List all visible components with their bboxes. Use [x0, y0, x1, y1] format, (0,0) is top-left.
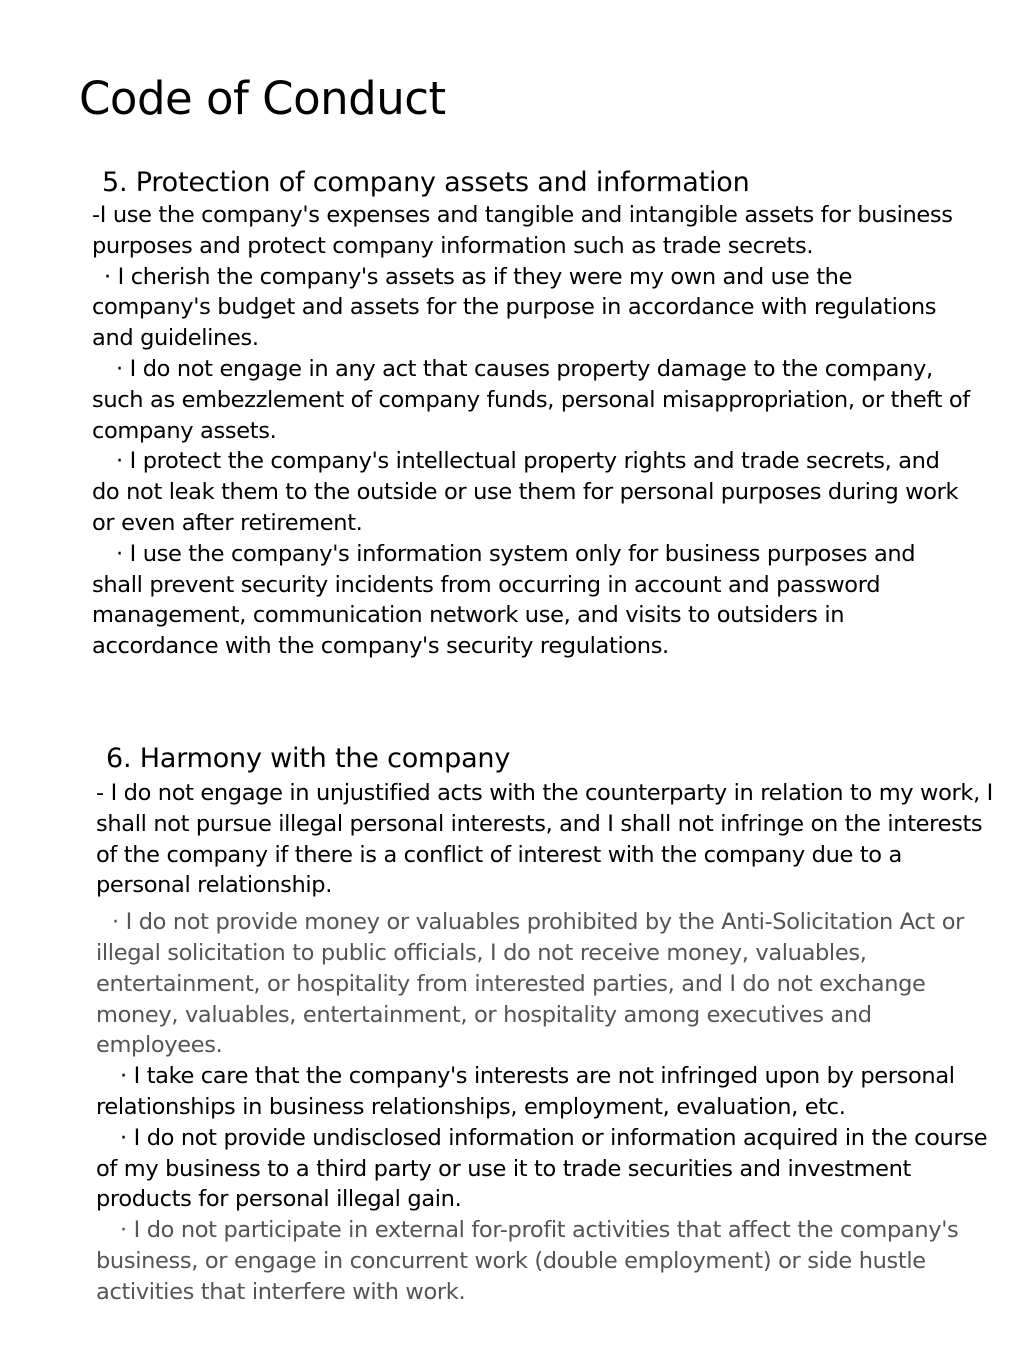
- section-asset-protection: [92, 166, 992, 662]
- bullet-item: · I use the company's information system only for business purposes and shall prevent security incidents from occurring in account and password management, communication network use, and visits to outsiders in accordance with the company's security regulations.: [92, 540, 916, 660]
- bullet-item: · I take care that the company's interests are not infringed upon by personal relationships in business relationships, employment, evaluation, etc.: [96, 1063, 955, 1120]
- bullet-item: · I do not participate in external for-profit activities that affect the company's business, or engage in concurrent work (double employment) or side hustle activities that interfere with work.: [96, 1217, 959, 1305]
- page-title: Code of Conduct: [79, 72, 446, 125]
- section-intro: - I do not engage in unjustified acts with the counterparty in relation to my work, I shall not pursue illegal personal interests, and I shall not infringe on the interests of the company if there is a conflict of interest with the company due to a personal relationship.: [96, 780, 993, 899]
- bullet-item: · I do not engage in any act that causes property damage to the company, such as embezzlement of company funds, personal misappropriation, or theft of company assets.: [92, 355, 970, 444]
- section-heading: 6. Harmony with the company: [106, 743, 511, 774]
- bullet-item: · I cherish the company's assets as if they were my own and use the company's budget and assets for the purpose in accordance with regulations and guidelines.: [92, 263, 937, 352]
- section-heading: 5. Protection of company assets and information: [102, 167, 750, 198]
- section-harmony: [96, 742, 996, 1308]
- bullet-item: · I protect the company's intellectual property rights and trade secrets, and do not leak them to the outside or use them for personal purposes during work or even after retirement.: [92, 448, 959, 536]
- section-intro: -I use the company's expenses and tangible and intangible assets for business purposes and protect company information such as trade secrets.: [92, 202, 953, 259]
- bullet-item: · I do not provide undisclosed information or information acquired in the course of my business to a third party or use it to trade securities and investment products for personal illegal gain.: [96, 1124, 988, 1213]
- bullet-item: · I do not provide money or valuables prohibited by the Anti-Solicitation Act or illegal solicitation to public officials, I do not receive money, valuables, entertainment, or hospitality from interested parties, and I do not exchange money, valuables, entertainment, or hospitality among executives and employees.: [96, 909, 965, 1059]
